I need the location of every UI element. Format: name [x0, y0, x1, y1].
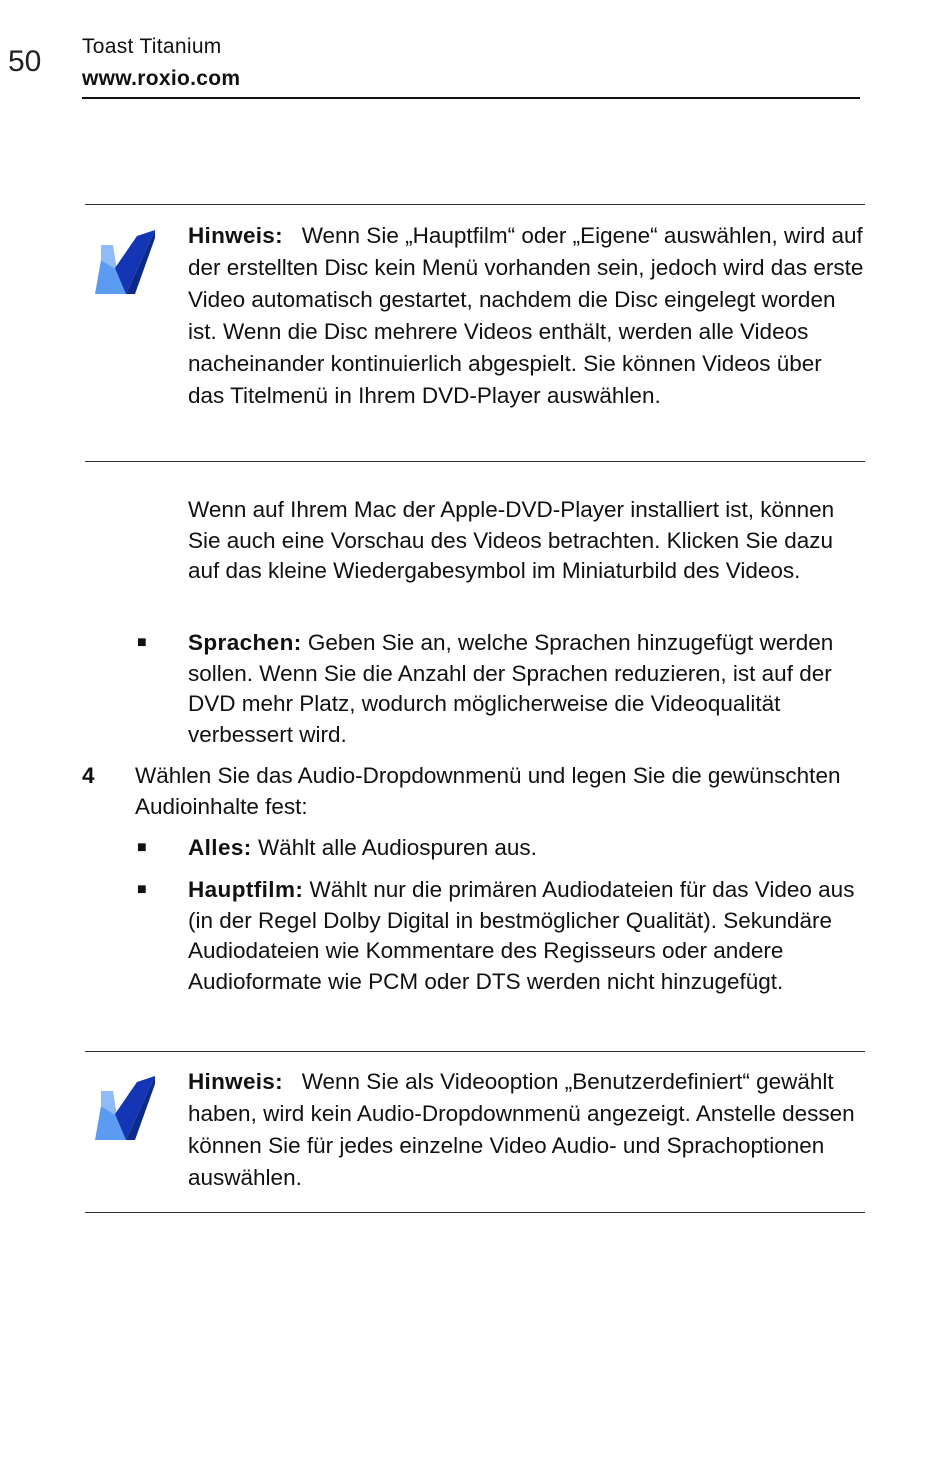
- bullet-all: [188, 833, 864, 864]
- bullet-languages-label: Sprachen:: [188, 630, 302, 655]
- checkmark-icon: [95, 230, 155, 294]
- note-2: [188, 1066, 864, 1194]
- note-bottom-rule: [85, 461, 865, 462]
- bullet-main: [188, 875, 864, 997]
- square-bullet-icon: ■: [137, 839, 147, 856]
- step-number: 4: [82, 763, 95, 788]
- note-1: [188, 220, 864, 412]
- note-2-text: Wenn Sie als Videooption „Benutzerdefiniert“ gewählt haben, wird kein Audio-Dropdownmenü angezeigt. Anstelle dessen können Sie für jedes einzelne Video Audio- und Sprachoptionen auswählen.: [188, 1069, 855, 1190]
- note-1-text: Wenn Sie „Hauptfilm“ oder „Eigene“ auswählen, wird auf der erstellten Disc kein Menü vorhanden sein, jedoch wird das erste Video automatisch gestartet, nachdem die Disc eingelegt worden ist. Wenn die Disc mehrere Videos enthält, werden alle Videos nacheinander kontinuierlich abgespielt. Sie können Videos über das Titelmenü in Ihrem DVD-Player auswählen.: [188, 223, 864, 408]
- page-number: 50: [8, 45, 42, 78]
- square-bullet-icon: ■: [137, 881, 147, 898]
- bullet-all-label: Alles:: [188, 835, 252, 860]
- square-bullet-icon: ■: [137, 634, 147, 651]
- bullet-languages: [188, 628, 864, 750]
- bullet-languages-text: Geben Sie an, welche Sprachen hinzugefügt werden sollen. Wenn Sie die Anzahl der Sprachen reduzieren, ist auf der DVD mehr Platz, wodurch möglicherweise die Videoqualität verbessert wird.: [188, 630, 834, 747]
- header-url: www.roxio.com: [82, 67, 241, 90]
- note-2-label: Hinweis:: [188, 1069, 283, 1094]
- note-top-rule: [85, 1051, 865, 1052]
- header-title: Toast Titanium: [82, 35, 222, 58]
- step-4-text: Wählen Sie das Audio-Dropdownmenü und legen Sie die gewünschten Audioinhalte fest:: [135, 763, 841, 819]
- bullet-main-label: Hauptfilm:: [188, 877, 304, 902]
- note-1-label: Hinweis:: [188, 223, 283, 248]
- bullet-all-text: Wählt alle Audiospuren aus.: [257, 835, 537, 860]
- bullet-main-text: Wählt nur die primären Audiodateien für das Video aus (in der Regel Dolby Digital in bestmöglicher Qualität). Sekundäre Audiodateien wie Kommentare des Regisseurs oder andere Audioformate wie PCM oder DTS werden nicht hinzugefügt.: [188, 877, 855, 994]
- header-rule: [82, 97, 860, 99]
- checkmark-icon: [95, 1076, 155, 1140]
- note-bottom-rule: [85, 1212, 865, 1213]
- note-top-rule: [85, 204, 865, 205]
- preview-paragraph: Wenn auf Ihrem Mac der Apple-DVD-Player installiert ist, können Sie auch eine Vorschau des Videos betrachten. Klicken Sie dazu auf das kleine Wiedergabesymbol im Miniaturbild des Videos.: [188, 497, 835, 583]
